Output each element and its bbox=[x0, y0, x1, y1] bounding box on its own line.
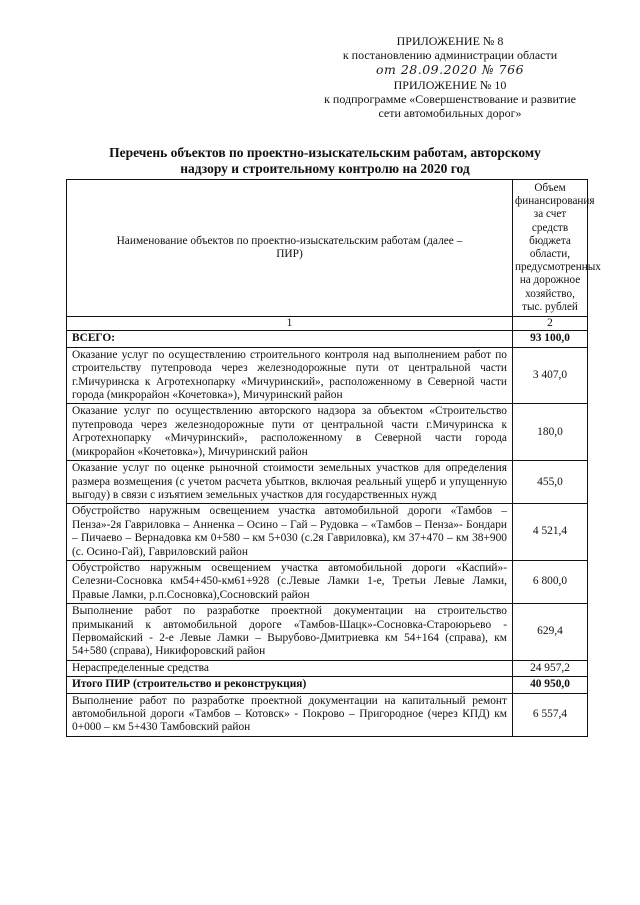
row-amount: 24 957,2 bbox=[513, 660, 588, 676]
row-amount: 6 800,0 bbox=[513, 560, 588, 603]
subtotal-label: Итого ПИР (строительство и реконструкция) bbox=[67, 677, 513, 693]
column-number-1: 1 bbox=[67, 317, 513, 331]
total-label: ВСЕГО: bbox=[67, 331, 513, 347]
resolution-reference: к постановлению администрации области bbox=[342, 48, 558, 62]
title-line-2: надзору и строительному контролю на 2020 год bbox=[180, 161, 470, 176]
total-row bbox=[67, 331, 588, 347]
appendix-8-label: ПРИЛОЖЕНИЕ № 8 bbox=[396, 34, 504, 48]
row-description: Обустройство наружным освещением участка автомобильной дороги «Тамбов – Пенза»-2я Гавриловка – Анненка – Осино – Гай – Рудовка – «Тамбов – Пенза»- Бондари – Пичаево – Вернадовка км 0+580 – км 5+030 (с.2я Гавриловка), км 37+470 – км 38+900 (с. Осино-Гай), Гавриловский район bbox=[67, 504, 513, 561]
row-description: Оказание услуг по осуществлению строительного контроля над выполнением работ по строительству путепровода через железнодорожные пути от центральной части г.Мичуринска к Агротехнопарку «Мичуринский», расположенному в Северной части города (микрорайон «Кочетовка»), Мичуринский район bbox=[67, 347, 513, 404]
row-amount: 629,4 bbox=[513, 604, 588, 661]
subtotal-row bbox=[67, 677, 588, 693]
table-header-row bbox=[67, 180, 588, 317]
row-description: Оказание услуг по оценке рыночной стоимости земельных участков для определения размера возмещения (с учетом расчета убытков, включая реальный ущерб и упущенную выгоду) в связи с изъятием земельных участков для государственных нужд bbox=[67, 461, 513, 504]
row-amount: 455,0 bbox=[513, 461, 588, 504]
document-title bbox=[60, 145, 590, 177]
subtotal-amount: 40 950,0 bbox=[513, 677, 588, 693]
row-description: Обустройство наружным освещением участка автомобильной дороги «Каспий»-Селезни-Сосновка км54+450-км61+928 (с.Левые Ламки 1-е, Третьи Левые Ламки, Правые Ламки, р.п.Сосновка),Сосновский район bbox=[67, 560, 513, 603]
table-row bbox=[67, 660, 588, 676]
resolution-date-number: от 28.09.2020 № 766 bbox=[375, 62, 525, 77]
row-description: Нераспределенные средства bbox=[67, 660, 513, 676]
appendix-header bbox=[300, 34, 600, 120]
table-row bbox=[67, 560, 588, 603]
table-row bbox=[67, 347, 588, 404]
row-amount: 180,0 bbox=[513, 404, 588, 461]
row-description: Выполнение работ по разработке проектной документации на строительство примыканий к автомобильной дороге «Тамбов-Шацк»-Сосновка-Староюрьево - Первомайский - 2-е Левые Ламки – Вырубово-Дмитриевка км 54+164 (справа), км 54+580 (справа), Никифоровский район bbox=[67, 604, 513, 661]
row-description: Оказание услуг по осуществлению авторского надзора за объектом «Строительство путепровода через железнодорожные пути от центральной части г.Мичуринска к Агротехнопарку «Мичуринский», расположенному в Северной части города (микрорайон «Кочетовка»), Мичуринский район bbox=[67, 404, 513, 461]
table-row bbox=[67, 461, 588, 504]
row-amount: 6 557,4 bbox=[513, 693, 588, 736]
table-row bbox=[67, 604, 588, 661]
row-description: Выполнение работ по разработке проектной документации на капитальный ремонт автомобильной дороги «Тамбов – Котовск» - Покрово – Пригородное (через КПД) км 0+000 – км 5+430 Тамбовский район bbox=[67, 693, 513, 736]
appendix-10-label: ПРИЛОЖЕНИЕ № 10 bbox=[393, 78, 507, 92]
total-amount: 93 100,0 bbox=[513, 331, 588, 347]
subprogram-reference-line1: к подпрограмме «Совершенствование и развитие bbox=[324, 92, 576, 106]
title-line-1: Перечень объектов по проектно-изыскательским работам, авторскому bbox=[109, 145, 541, 160]
table-row bbox=[67, 404, 588, 461]
column-number-2: 2 bbox=[513, 317, 588, 331]
column-header-name: Наименование объектов по проектно-изыскательским работам (далее – ПИР) bbox=[67, 180, 513, 317]
objects-table bbox=[66, 179, 601, 737]
column-number-row bbox=[67, 317, 588, 331]
table-row bbox=[67, 693, 588, 736]
table-row bbox=[67, 504, 588, 561]
column-header-amount: Объем финансирования за счет средств бюджета области, предусмотренных на дорожное хозяйство, тыс. рублей bbox=[513, 180, 588, 317]
row-amount: 4 521,4 bbox=[513, 504, 588, 561]
row-amount: 3 407,0 bbox=[513, 347, 588, 404]
subprogram-reference-line2: сети автомобильных дорог» bbox=[378, 106, 522, 120]
